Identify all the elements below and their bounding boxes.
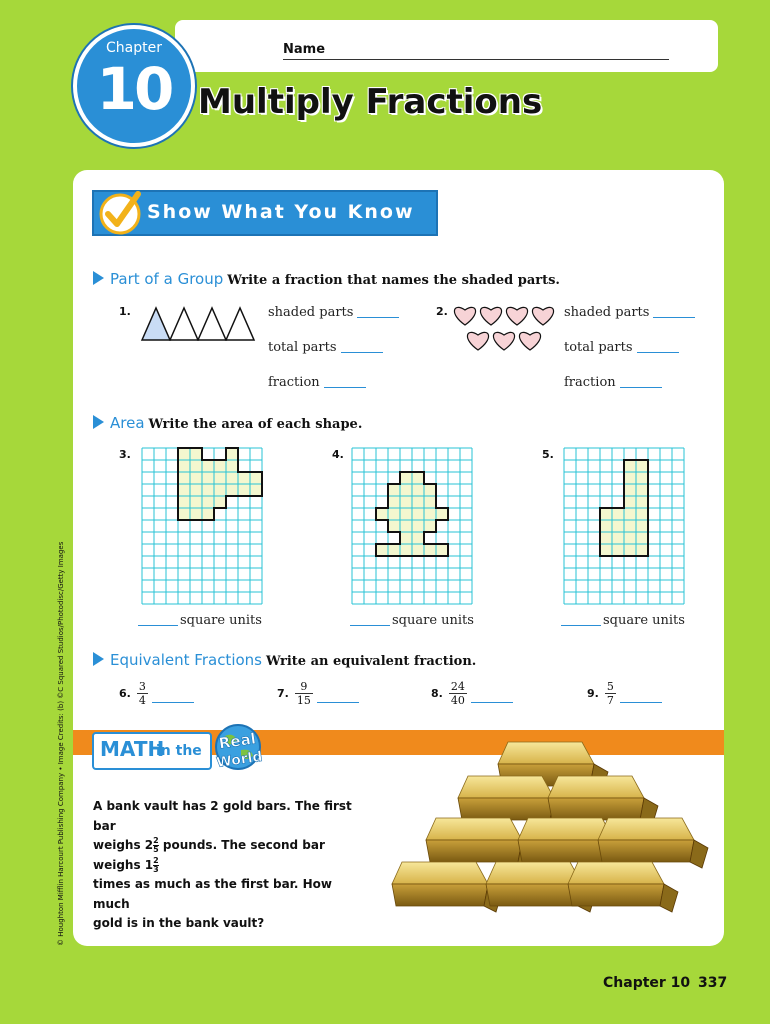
fraction: $\frac{5}{7}$ <box>606 680 614 708</box>
math-in-the-real-world-badge: MATH in the <box>92 732 212 770</box>
shape-cell <box>388 520 400 532</box>
area-grid-3 <box>140 446 266 612</box>
answer-blank[interactable] <box>471 701 513 703</box>
shape-cell <box>178 460 190 472</box>
shape-cell <box>400 508 412 520</box>
item-number: 1. <box>119 305 131 318</box>
shape-cell <box>636 460 648 472</box>
shape-cell <box>400 472 412 484</box>
shape-cell <box>238 484 250 496</box>
shape-cell <box>214 484 226 496</box>
shape-cell <box>624 472 636 484</box>
fraction-row-2: fraction <box>564 375 662 390</box>
heart-shape <box>519 332 540 350</box>
heart-shape <box>480 307 501 325</box>
section-equivalent-fractions <box>93 651 476 669</box>
word-problem: A bank vault has 2 gold bars. The first bar weighs 2 $\frac{2}{5}$ pounds. The second bar weighs 1 $\frac{2}{3}$ times as much as the first bar. How much gold is in the bank vault? <box>93 799 352 930</box>
shape-cell <box>226 484 238 496</box>
shape-cell <box>214 472 226 484</box>
heart-shape <box>454 307 475 325</box>
shape-cell <box>400 484 412 496</box>
mixed-fraction: $\frac{2}{5}$ <box>153 836 159 854</box>
area-answer-4: square units <box>350 613 474 628</box>
heart-shape <box>493 332 514 350</box>
mixed-fraction: $\frac{2}{3}$ <box>153 855 159 874</box>
play-arrow-icon <box>93 271 104 285</box>
shape-cell <box>636 544 648 556</box>
shape-cell <box>412 520 424 532</box>
shape-cell <box>624 484 636 496</box>
real-world-globe-icon <box>205 722 271 772</box>
shape-cell <box>226 460 238 472</box>
answer-blank[interactable] <box>350 624 390 626</box>
world-word: World <box>215 748 264 772</box>
shape-cell <box>624 496 636 508</box>
shape-cell <box>612 532 624 544</box>
answer-blank[interactable] <box>561 624 601 626</box>
fraction: $\frac{9}{15}$ <box>296 680 311 708</box>
triangle <box>170 308 198 340</box>
shape-cell <box>436 544 448 556</box>
footer-chapter: Chapter 10 <box>603 975 691 991</box>
shape-cell <box>190 448 202 460</box>
shape-cell <box>238 472 250 484</box>
shape-cell <box>202 508 214 520</box>
shape-cell <box>624 544 636 556</box>
shape-cell <box>190 460 202 472</box>
chapter-number: 10 <box>96 55 172 123</box>
shape-cell <box>388 484 400 496</box>
real-word: Real <box>217 729 257 753</box>
answer-blank[interactable] <box>317 701 359 703</box>
gold-bar <box>568 862 678 912</box>
shape-cell <box>636 472 648 484</box>
shape-cell <box>612 544 624 556</box>
shape-cell <box>600 544 612 556</box>
triangle <box>198 308 226 340</box>
shape-cell <box>214 460 226 472</box>
fraction: $\frac{3}{4}$ <box>138 680 146 708</box>
shape-cell <box>424 520 436 532</box>
shape-cell <box>412 484 424 496</box>
total-parts-row-2: total parts <box>564 340 679 355</box>
shape-cell <box>226 472 238 484</box>
image-credit: © Houghton Mifflin Harcourt Publishing Company • Image Credits: (b) ©C Squared Studios/Photodisc/Getty Images <box>57 541 65 946</box>
shape-cell <box>388 496 400 508</box>
section-title: Part of a Group <box>110 270 224 288</box>
shape-cell <box>190 472 202 484</box>
shape-cell <box>412 544 424 556</box>
shape-cell <box>612 520 624 532</box>
shaded-parts-row-2: shaded parts <box>564 305 695 320</box>
shape-cell <box>424 508 436 520</box>
shape-cell <box>190 508 202 520</box>
shape-cell <box>412 496 424 508</box>
answer-blank[interactable] <box>653 316 695 318</box>
shape-cell <box>226 448 238 460</box>
shape-cell <box>424 496 436 508</box>
gold-bar <box>392 862 502 912</box>
name-card <box>175 20 718 72</box>
total-parts-row-1: total parts <box>268 340 383 355</box>
shape-cell <box>202 496 214 508</box>
shape-cell <box>388 544 400 556</box>
area-grid-4 <box>350 446 476 612</box>
section-instruction: Write a fraction that names the shaded parts. <box>227 273 560 288</box>
name-label: Name <box>283 42 326 57</box>
play-arrow-icon <box>93 652 104 666</box>
name-field[interactable] <box>283 59 669 60</box>
shape-cell <box>400 544 412 556</box>
fraction-row-1: fraction <box>268 375 366 390</box>
shape-cell <box>612 508 624 520</box>
shape-cell <box>400 496 412 508</box>
shape-cell <box>376 508 388 520</box>
play-arrow-icon <box>93 415 104 429</box>
shape-cell <box>178 508 190 520</box>
banner-text: Show What You Know <box>147 201 415 223</box>
triangles-figure <box>140 304 258 342</box>
shape-cell <box>178 484 190 496</box>
shape-cell <box>624 532 636 544</box>
shape-cell <box>424 484 436 496</box>
shape-cell <box>190 484 202 496</box>
section-area <box>93 414 362 432</box>
shape-cell <box>400 532 412 544</box>
shape-cell <box>600 520 612 532</box>
item-number: 2. <box>436 305 448 318</box>
heart-shape <box>532 307 553 325</box>
heart-shape <box>467 332 488 350</box>
checkmark-icon <box>98 188 146 236</box>
heart-shape <box>506 307 527 325</box>
answer-blank[interactable] <box>341 351 383 353</box>
item-number: 4. <box>332 448 344 461</box>
section-title: Equivalent Fractions <box>110 651 262 669</box>
hearts-figure <box>452 302 556 358</box>
shape-cell <box>202 484 214 496</box>
answer-blank[interactable] <box>357 316 399 318</box>
equivalent-item-9: 9. $\frac{5}{7}$ <box>587 680 662 707</box>
shape-cell <box>636 484 648 496</box>
shape-cell <box>412 532 424 544</box>
shape-cell <box>600 532 612 544</box>
shape-cell <box>400 520 412 532</box>
show-what-you-know-banner <box>92 190 438 236</box>
shape-cell <box>178 472 190 484</box>
gold-bar <box>598 818 708 868</box>
shape-cell <box>250 472 262 484</box>
shaded-parts-row-1: shaded parts <box>268 305 399 320</box>
section-title: Area <box>110 414 145 432</box>
item-number: 5. <box>542 448 554 461</box>
shape-cell <box>436 508 448 520</box>
area-answer-5: square units <box>561 613 685 628</box>
gold-bars-image <box>378 738 720 940</box>
answer-blank[interactable] <box>637 351 679 353</box>
shape-cell <box>412 472 424 484</box>
shape-cell <box>178 448 190 460</box>
shape-cell <box>388 508 400 520</box>
shape-cell <box>636 496 648 508</box>
shape-cell <box>412 508 424 520</box>
section-instruction: Write an equivalent fraction. <box>266 654 477 669</box>
shape-cell <box>636 520 648 532</box>
area-grid-5 <box>562 446 688 612</box>
shape-cell <box>624 460 636 472</box>
equivalent-item-7: 7. $\frac{9}{15}$ <box>277 680 359 707</box>
shape-cell <box>600 508 612 520</box>
shaded-triangle <box>142 308 170 340</box>
shape-cell <box>376 544 388 556</box>
shape-cell <box>250 484 262 496</box>
shape-cell <box>178 496 190 508</box>
answer-blank[interactable] <box>138 624 178 626</box>
answer-blank[interactable] <box>620 701 662 703</box>
shape-cell <box>636 532 648 544</box>
answer-blank[interactable] <box>152 701 194 703</box>
shape-cell <box>424 544 436 556</box>
triangle <box>226 308 254 340</box>
shape-cell <box>636 508 648 520</box>
shape-cell <box>202 472 214 484</box>
shape-cell <box>624 520 636 532</box>
area-answer-3: square units <box>138 613 262 628</box>
equivalent-item-8: 8. $\frac{24}{40}$ <box>431 680 513 707</box>
item-number: 3. <box>119 448 131 461</box>
page-number: 337 <box>698 975 728 991</box>
shape-cell <box>190 496 202 508</box>
page-title: Multiply Fractions <box>198 82 543 122</box>
section-part-of-group <box>93 270 560 288</box>
answer-blank[interactable] <box>620 386 662 388</box>
fraction: $\frac{24}{40}$ <box>450 680 465 708</box>
shape-cell <box>214 496 226 508</box>
shape-cell <box>624 508 636 520</box>
section-instruction: Write the area of each shape. <box>148 417 363 432</box>
chapter-badge <box>73 25 195 147</box>
equivalent-item-6: 6. $\frac{3}{4}$ <box>119 680 194 707</box>
chapter-word: Chapter <box>106 40 162 56</box>
answer-blank[interactable] <box>324 386 366 388</box>
shape-cell <box>202 460 214 472</box>
